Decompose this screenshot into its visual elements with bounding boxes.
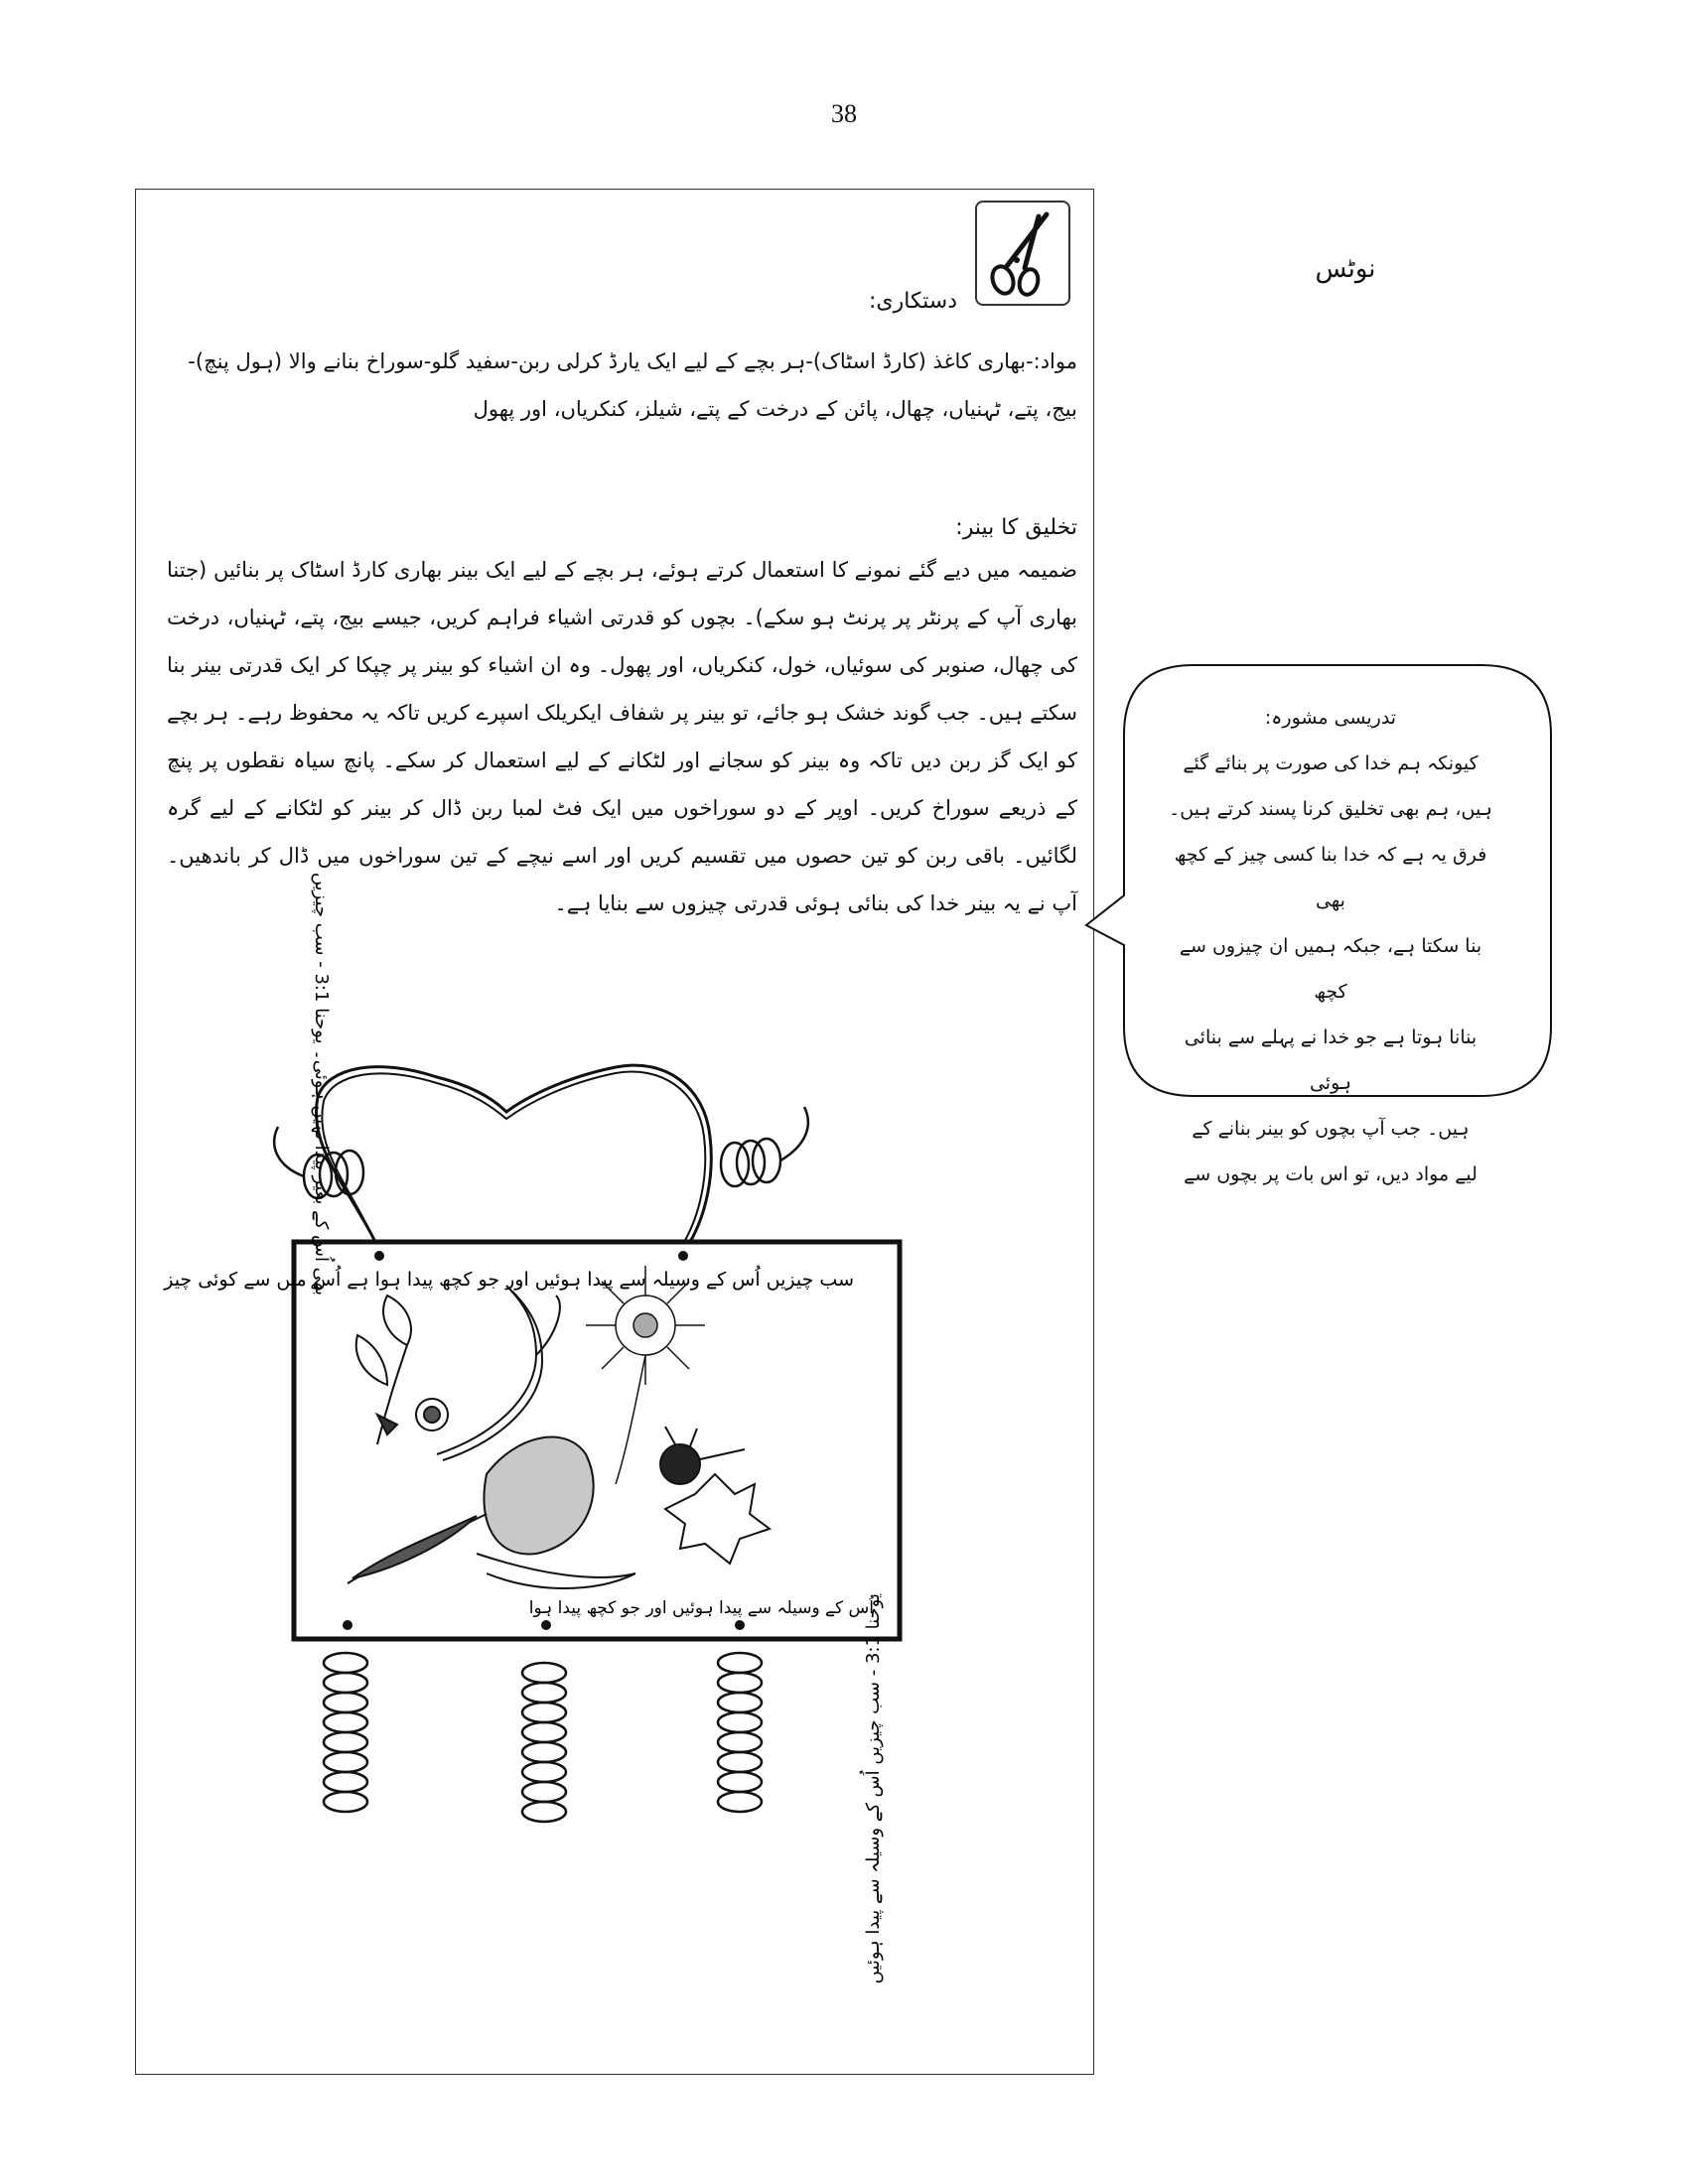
bottom-curl-right bbox=[718, 1653, 762, 1812]
banner-heading: تخلیق کا بینر: bbox=[955, 515, 1077, 540]
teaching-tip-line: بنانا ہوتا ہے جو خدا نے پہلے سے بنائی ہوئی bbox=[1184, 1026, 1477, 1094]
craft-heading: دستکاری: bbox=[869, 289, 957, 314]
banner-illustration bbox=[164, 872, 1013, 1984]
banner-left-text: بھی اُس کے بغیر پیدا نہیں ہوئی۔ یوحنا 3:1 - سب چیزیں bbox=[311, 872, 332, 1296]
banner-right-text: یوحنا 3:1 - سب چیزیں اُس کے وسیلہ سے پیدا ہوئیں bbox=[863, 1593, 884, 1984]
banner-top-text: سب چیزیں اُس کے وسیلہ سے پیدا ہوئیں اور جو کچھ پیدا ہوا ہے اُس میں سے کوئی چیز bbox=[164, 1269, 854, 1291]
bottom-curl-middle bbox=[522, 1663, 566, 1822]
notes-label: نوٹس bbox=[1315, 254, 1376, 284]
teaching-tip-line: کیونکہ ہم خدا کی صورت پر بنائے گئے bbox=[1183, 752, 1478, 774]
materials-paragraph: مواد:-بھاری کاغذ (کارڈ اسٹاک)-ہر بچے کے لیے ایک یارڈ کرلی ربن-سفید گلو-سوراخ بنانے والا (ہول پنچ)-بیج، پتے، ٹہنیاں، چھال، پائن کے درخت کے پتے، شیلز، کنکریاں، اور پھول bbox=[188, 349, 1077, 421]
teaching-tip-line: ہیں، ہم بھی تخلیق کرنا پسند کرتے ہیں۔ bbox=[1169, 798, 1492, 820]
bottom-curl-left bbox=[324, 1653, 367, 1812]
scissors-icon bbox=[975, 201, 1070, 306]
ribbon-curl-right bbox=[721, 1107, 808, 1186]
teaching-tip-line: لیے مواد دیں، تو اس بات پر بچوں سے bbox=[1184, 1163, 1477, 1185]
banner-bottom-text: اُس کے وسیلہ سے پیدا ہوئیں اور جو کچھ پیدا ہوا bbox=[528, 1598, 874, 1618]
teaching-tip-line: فرق یہ ہے کہ خدا بنا کسی چیز کے کچھ بھی bbox=[1174, 844, 1487, 911]
page-number: 38 bbox=[831, 99, 857, 128]
teaching-tip bbox=[1162, 695, 1499, 1197]
teaching-tip-line: ہیں۔ جب آپ بچوں کو بینر بنانے کے bbox=[1192, 1118, 1470, 1140]
hanging-ribbon bbox=[316, 1065, 711, 1242]
instructions-paragraph: ضمیمہ میں دیے گئے نمونے کا استعمال کرتے ہوئے، ہر بچے کے لیے ایک بینر بھاری کارڈ اسٹاک پر بنائیں (جتنا بھاری آپ کے پرنٹر پر پرنٹ ہو سکے)۔ بچوں کو قدرتی اشیاء فراہم کریں، جیسے بیج، پتے، ٹہنیاں، درخت کی چھال، صنوبر کی سوئیاں، خول، کنکریاں، اور پھول۔ وہ ان اشیاء کو بینر پر چپکا کر ایک قدرتی بینر بنا سکتے ہیں۔ جب گوند خشک ہو جائے، تو بینر پر شفاف ایکریلک اسپرے کریں تاکہ یہ محفوظ رہے۔ ہر بچے کو ایک گز ربن دیں تاکہ وہ بینر کو سجانے اور لٹکانے کے لیے استعمال کر سکے۔ پانچ سیاہ نقطوں پر پنچ کے ذریعے سوراخ کریں۔ اوپر کے دو سوراخوں میں ایک فٹ لمبا ربن ڈال کر بینر کو لٹکانے کے لیے گرہ لگائیں۔ باقی ربن کو تین حصوں میں تقسیم کریں اور اسے نیچے کے تین سوراخوں میں ڈال کر باندھیں۔ آپ نے یہ بینر خدا کی بنائی ہوئی قدرتی چیزوں سے بنایا ہے۔ bbox=[167, 558, 1077, 915]
teaching-tip-title: تدریسی مشورہ: bbox=[1264, 707, 1397, 729]
teaching-tip-line: بنا سکتا ہے، جبکہ ہمیں ان چیزوں سے کچھ bbox=[1179, 935, 1482, 1003]
